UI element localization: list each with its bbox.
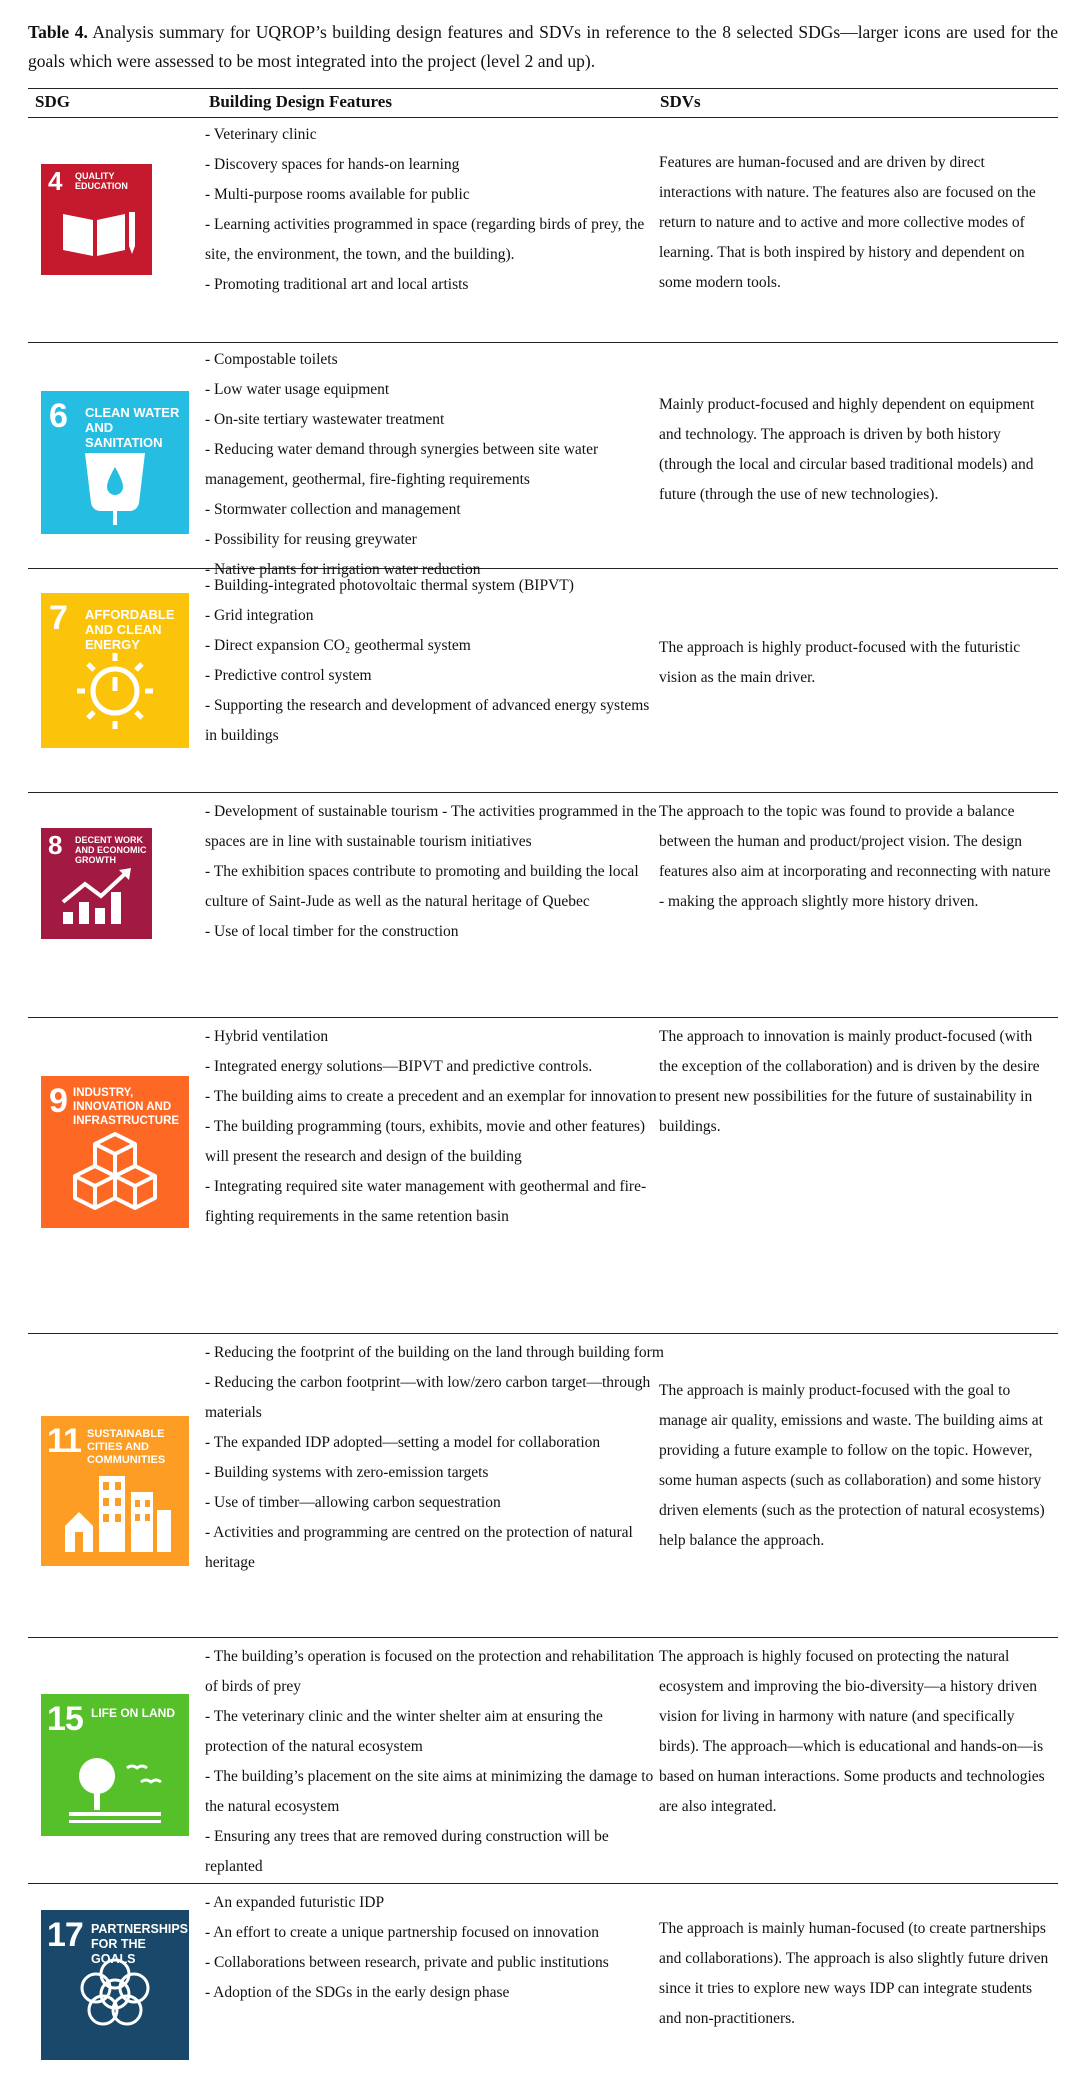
feature-item: - Direct expansion CO₂ geothermal system — [205, 637, 471, 654]
cubes-icon — [41, 1076, 189, 1228]
sdg15-features — [205, 1642, 665, 1882]
sdg6-features — [205, 345, 665, 585]
sdg15-icon — [41, 1694, 189, 1836]
city-buildings-icon — [41, 1416, 189, 1566]
feature-item: - Promoting traditional art and local artists — [205, 276, 469, 293]
sdg7-sdv: The approach is highly product-focused with the futuristic vision as the main driver. — [659, 639, 1021, 686]
feature-item: - Integrating required site water management with geothermal and fire-fighting requirements in the same retention basin — [205, 1178, 647, 1225]
feature-item: - Discovery spaces for hands-on learning — [205, 156, 460, 173]
book-pencil-icon — [41, 164, 152, 275]
feature-item: - The exhibition spaces contribute to promoting and building the local culture of Saint-Jude as well as the natural heritage of Quebec — [205, 863, 639, 910]
feature-item: - Use of timber—allowing carbon sequestration — [205, 1494, 501, 1511]
feature-item: - Integrated energy solutions—BIPVT and predictive controls. — [205, 1058, 593, 1075]
sdg7-number: 7 — [49, 599, 67, 637]
feature-item: - Low water usage equipment — [205, 381, 390, 398]
feature-item: - The veterinary clinic and the winter shelter aim at ensuring the protection of the natural ecosystem — [205, 1708, 603, 1755]
feature-item: - Native plants for irrigation water reduction — [205, 561, 481, 578]
sdg9-sdv: The approach to innovation is mainly product-focused (with the exception of the collaboration) and is driven by the desire to present new possibilities for the future of sustainability in buildings. — [659, 1028, 1040, 1135]
sdg4-icon — [41, 164, 152, 275]
growth-chart-icon — [41, 828, 152, 939]
feature-item: - Reducing the footprint of the building on the land through building form — [205, 1344, 664, 1361]
feature-item: - On-site tertiary wastewater treatment — [205, 411, 445, 428]
feature-item: - Predictive control system — [205, 667, 372, 684]
sdg4-features — [205, 120, 665, 300]
sdg4-number: 4 — [48, 166, 62, 196]
header-features: Building Design Features — [209, 92, 392, 111]
feature-item: - Development of sustainable tourism - The activities programmed in the spaces are in line with sustainable tourism initiatives — [205, 803, 657, 850]
sdg8-features — [205, 797, 665, 947]
table-row-sdg6 — [28, 343, 1058, 578]
sdg17-icon — [41, 1910, 189, 2060]
tree-birds-icon — [41, 1694, 189, 1836]
sdg9-features — [205, 1022, 665, 1232]
sdg9-number: 9 — [49, 1082, 67, 1120]
sdg4-sdv: Features are human-focused and are driven by direct interactions with nature. The features also are focused on the return to nature and to active and more collective modes of learning. That is both inspired by history and dependent on some modern tools. — [659, 154, 1036, 291]
table-row-sdg11 — [28, 1334, 1058, 1638]
feature-item: - Ensuring any trees that are removed during construction will be replanted — [205, 1828, 609, 1875]
sdg17-title: PARTNERSHIPS FOR THE GOALS — [91, 1922, 189, 1966]
sdg7-features — [205, 571, 665, 751]
feature-item: - Grid integration — [205, 607, 314, 624]
sdg8-sdv: The approach to the topic was found to provide a balance between the human and product/project vision. The design features also aim at incorporating and reconnecting with nature - making the approach slightly more history driven. — [659, 803, 1051, 910]
sdg15-sdv: The approach is highly focused on protecting the natural ecosystem and improving the bio-diversity—a history driven vision for living in harmony with nature (and specifically birds). The approach—which is educational and hands-on—is based on human interactions. Some products and technologies are also integrated. — [659, 1648, 1045, 1815]
table-row-sdg7 — [28, 569, 1058, 793]
sdg8-title: DECENT WORK AND ECONOMIC GROWTH — [75, 835, 147, 865]
feature-item: - Collaborations between research, private and public institutions — [205, 1954, 609, 1971]
feature-item: - The building programming (tours, exhibits, movie and other features) will present the research and design of the building — [205, 1118, 646, 1165]
table-row-sdg9 — [28, 1018, 1058, 1334]
table-caption — [28, 18, 1058, 76]
feature-item: - An effort to create a unique partnership focused on innovation — [205, 1924, 599, 1941]
header-sdg: SDG — [35, 92, 70, 111]
feature-item: - Reducing the carbon footprint—with low/zero carbon target—through materials — [205, 1374, 651, 1421]
feature-item: - The building’s operation is focused on the protection and rehabilitation of birds of prey — [205, 1648, 655, 1695]
sdg17-sdv: The approach is mainly human-focused (to create partnerships and collaborations). The approach is also slightly future driven since it tries to explore new ways IDP can integrate students and non-practitioners. — [659, 1920, 1049, 2027]
feature-item: - Multi-purpose rooms available for public — [205, 186, 470, 203]
feature-item: - The building aims to create a precedent and an exemplar for innovation — [205, 1088, 657, 1105]
feature-item: - Supporting the research and development of advanced energy systems in buildings — [205, 697, 650, 744]
table-header — [28, 88, 1058, 118]
header-sdvs: SDVs — [660, 92, 701, 111]
sdg15-number: 15 — [47, 1700, 83, 1738]
sdg4-title: QUALITY EDUCATION — [75, 171, 128, 191]
feature-item: - Reducing water demand through synergies between site water management, geothermal, fire-fighting requirements — [205, 441, 599, 488]
water-glass-icon — [41, 391, 189, 534]
sdg11-icon — [41, 1416, 189, 1566]
feature-item: - Learning activities programmed in space (regarding birds of prey, the site, the environment, the town, and the building). — [205, 216, 645, 263]
sdg9-title: INDUSTRY, INNOVATION AND INFRASTRUCTURE — [73, 1087, 180, 1127]
feature-item: - An expanded futuristic IDP — [205, 1894, 385, 1911]
sun-power-icon — [41, 593, 189, 748]
feature-item: - The building’s placement on the site aims at minimizing the damage to the natural ecosystem — [205, 1768, 654, 1815]
sdg6-icon — [41, 391, 189, 534]
sdg15-title: LIFE ON LAND — [91, 1706, 175, 1720]
sdg11-sdv: The approach is mainly product-focused with the goal to manage air quality, emissions and waste. The building aims at providing a future example to follow on the topic. However, some human aspects (such as collaboration) and some history driven elements (such as the protection of natural ecosystems) help balance the approach. — [659, 1382, 1045, 1549]
feature-item: - Adoption of the SDGs in the early design phase — [205, 1984, 510, 2001]
feature-item: - Hybrid ventilation — [205, 1028, 329, 1045]
table-row-sdg15 — [28, 1638, 1058, 1884]
sdg17-features — [205, 1888, 665, 2008]
feature-item: - Activities and programming are centred on the protection of natural heritage — [205, 1524, 633, 1571]
sdg8-number: 8 — [48, 830, 62, 860]
sdg11-features — [205, 1338, 665, 1578]
feature-item: - Compostable toilets — [205, 351, 338, 368]
sdg6-title: CLEAN WATER AND SANITATION — [85, 405, 180, 450]
sdg7-icon — [41, 593, 189, 748]
sdg7-title: AFFORDABLE AND CLEAN ENERGY — [85, 607, 175, 652]
feature-item: - Stormwater collection and management — [205, 501, 461, 518]
table-row-sdg8 — [28, 793, 1058, 1018]
sdg11-title: SUSTAINABLE CITIES AND COMMUNITIES — [87, 1428, 166, 1466]
feature-item: - Building systems with zero-emission targets — [205, 1464, 489, 1481]
interlocking-rings-icon — [41, 1910, 189, 2060]
caption-text: Analysis summary for UQROP’s building design features and SDVs in reference to the 8 selected SDGs—larger icons are used for the goals which were assessed to be most integrated into the project (level 2 and up). — [28, 22, 1058, 71]
sdg17-number: 17 — [47, 1916, 83, 1954]
sdg6-sdv: Mainly product-focused and highly dependent on equipment and technology. The approach is driven by both history (through the local and circular based traditional models) and future (through the use of new technologies). — [659, 396, 1035, 503]
table-row-sdg17 — [28, 1884, 1058, 2096]
sdg9-icon — [41, 1076, 189, 1228]
feature-item: - The expanded IDP adopted—setting a model for collaboration — [205, 1434, 601, 1451]
table-row-sdg4 — [28, 118, 1058, 343]
sdg8-icon — [41, 828, 152, 939]
feature-item: - Building-integrated photovoltaic thermal system (BIPVT) — [205, 577, 574, 594]
sdg11-number: 11 — [47, 1422, 81, 1460]
feature-item: - Veterinary clinic — [205, 126, 317, 143]
feature-item: - Possibility for reusing greywater — [205, 531, 417, 548]
feature-item: - Use of local timber for the construction — [205, 923, 459, 940]
caption-label: Table 4. — [28, 22, 88, 42]
sdg6-number: 6 — [49, 397, 67, 435]
analysis-table — [28, 88, 1058, 2096]
